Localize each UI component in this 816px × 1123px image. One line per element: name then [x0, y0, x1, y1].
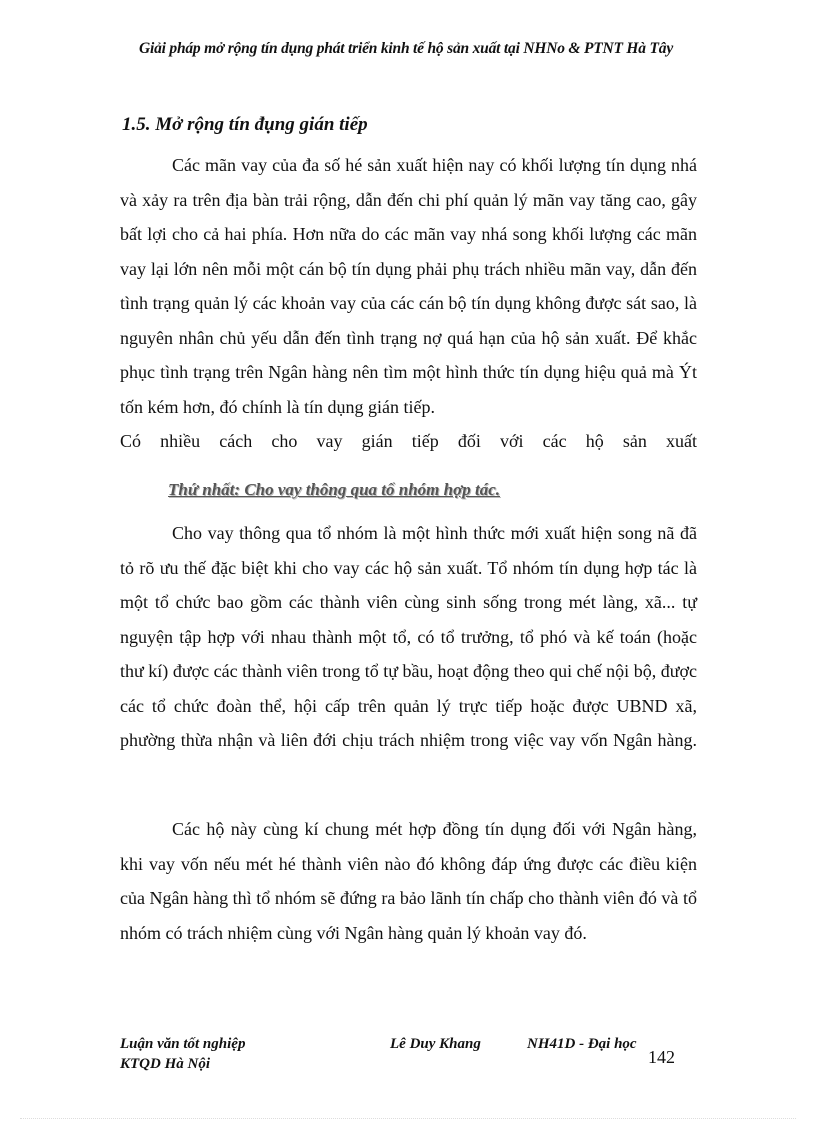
- paragraph-2-text: Cho vay thông qua tổ nhóm là một hình thức mới xuất hiện song nã đã tỏ rõ ưu thế đặc biệt khi cho vay các hộ sản xuất. Tổ nhóm tín dụng hợp tác là một tổ chức bao gồm các thành viên cùng sinh sống trong mét làng, xã... tự nguyện tập hợp với nhau thành một tổ, có tổ trưởng, tổ phó và kế toán (hoặc thư kí) được các thành viên trong tổ tự bầu, hoạt động theo qui chế nội bộ, được các tổ chức đoàn thể, hội cấp trên quản lý trực tiếp hoặc được UBND xã, phường thừa nhận và liên đới chịu trách nhiệm trong việc vay vốn Ngân hàng.: [120, 523, 697, 750]
- paragraph-1-body: [120, 148, 697, 424]
- page-number: 142: [648, 1047, 675, 1067]
- section-title: 1.5. Mở rộng tín đụng gián tiếp: [122, 114, 368, 135]
- footer-university: KTQD Hà Nội: [120, 1056, 210, 1072]
- paragraph-1-last-line: Có nhiều cách cho vay gián tiếp đối với các hộ sản xuất: [120, 431, 697, 451]
- paragraph-1-text: Các mãn vay của đa số hé sản xuất hiện nay có khối lượng tín dụng nhá và xảy ra trên địa bàn trải rộng, dẫn đến chi phí quản lý mãn vay tăng cao, gây bất lợi cho cả hai phía. Hơn nữa do các mãn vay nhá song khối lượng các mãn vay lại lớn nên mỗi một cán bộ tín dụng phải phụ trách nhiều mãn vay, dẫn đến tình trạng quản lý các khoản vay của các cán bộ tín dụng không được sát sao, là nguyên nhân chủ yếu dẫn đến tình trạng nợ quá hạn của hộ sản xuất. Để khắc phục tình trạng trên Ngân hàng nên tìm một hình thức tín dụng hiệu quả mà Ýt tốn kém hơn, đó chính là tín dụng gián tiếp.: [120, 155, 697, 417]
- footer-author: Lê Duy Khang: [390, 1036, 481, 1052]
- paragraph-3: [120, 812, 697, 950]
- subheading: Thứ nhất: Cho vay thông qua tổ nhóm hợp tác.: [168, 480, 500, 499]
- paragraph-3-text: Các hộ này cùng kí chung mét hợp đồng tín dụng đối với Ngân hàng, khi vay vốn nếu mét hé thành viên nào đó không đáp ứng được các điều kiện của Ngân hàng thì tổ nhóm sẽ đứng ra bảo lãnh tín chấp cho thành viên đó và tổ nhóm có trách nhiệm cùng với Ngân hàng quản lý khoản vay đó.: [120, 819, 697, 943]
- paragraph-2: [120, 516, 697, 758]
- footer-left: [120, 1034, 245, 1074]
- running-header: Giải pháp mở rộng tín dụng phát triển kinh tế hộ sản xuất tại NHNo & PTNT Hà Tây: [138, 40, 674, 57]
- footer-thesis-label: Luận văn tốt nghiệp: [120, 1036, 246, 1052]
- paragraph-1: [120, 148, 697, 459]
- bottom-dotted-line: [20, 1118, 796, 1119]
- footer-class: NH41D - Đại học: [527, 1036, 637, 1052]
